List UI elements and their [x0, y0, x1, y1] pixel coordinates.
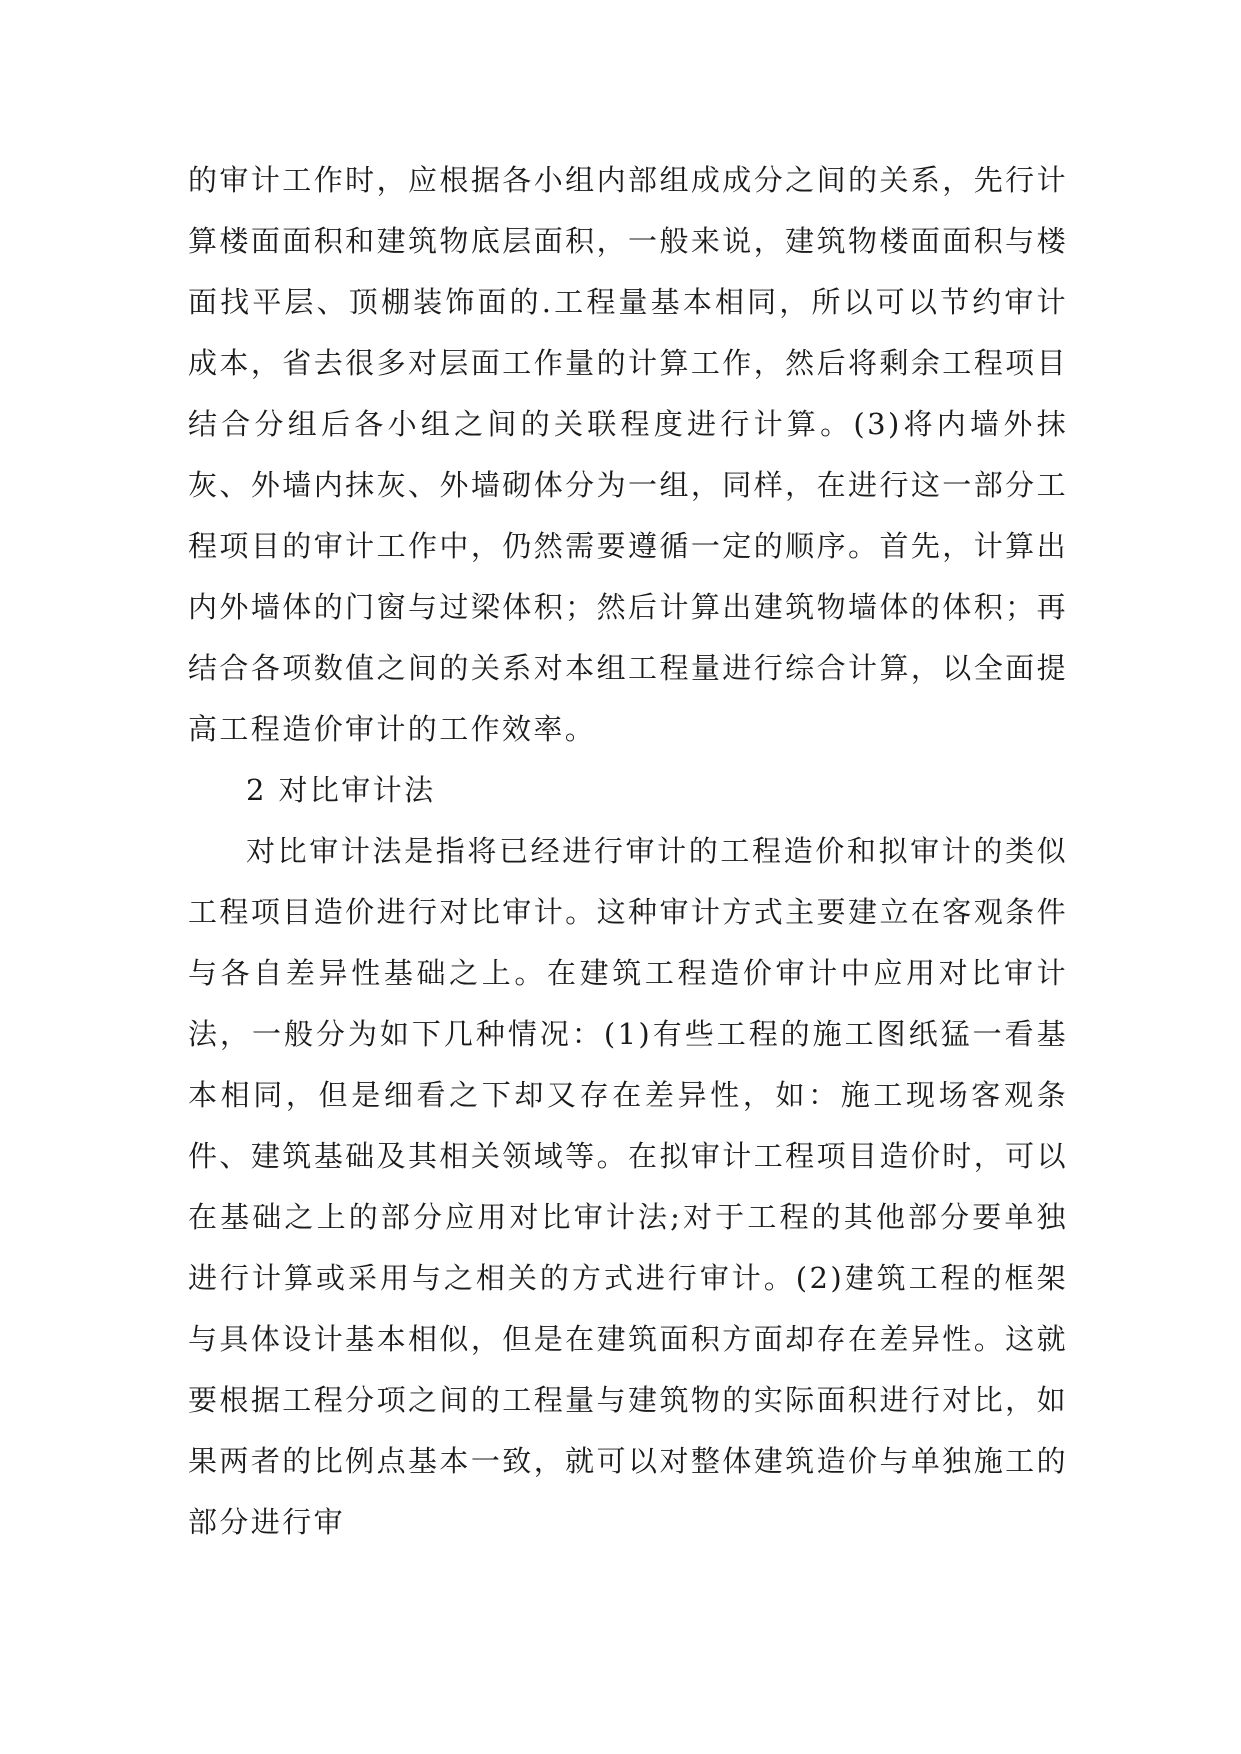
document-page	[188, 150, 1068, 1553]
body-paragraph: 对比审计法是指将已经进行审计的工程造价和拟审计的类似工程项目造价进行对比审计。这种审计方式主要建立在客观条件与各自差异性基础之上。在建筑工程造价审计中应用对比审计法，一般分为如下几种情况：(1)有些工程的施工图纸猛一看基本相同，但是细看之下却又存在差异性，如：施工现场客观条件、建筑基础及其相关领域等。在拟审计工程项目造价时，可以在基础之上的部分应用对比审计法;对于工程的其他部分要单独进行计算或采用与之相关的方式进行审计。(2)建筑工程的框架与具体设计基本相似，但是在建筑面积方面却存在差异性。这就要根据工程分项之间的工程量与建筑物的实际面积进行对比，如果两者的比例点基本一致，就可以对整体建筑造价与单独施工的部分进行审	[188, 834, 1068, 1539]
body-paragraph-continued: 的审计工作时，应根据各小组内部组成成分之间的关系，先行计算楼面面积和建筑物底层面积，一般来说，建筑物楼面面积与楼面找平层、顶棚装饰面的.工程量基本相同，所以可以节约审计成本，省去很多对层面工作量的计算工作，然后将剩余工程项目结合分组后各小组之间的关联程度进行计算。(3)将内墙外抹灰、外墙内抹灰、外墙砌体分为一组，同样，在进行这一部分工程项目的审计工作中，仍然需要遵循一定的顺序。首先，计算出内外墙体的门窗与过梁体积；然后计算出建筑物墙体的体积；再结合各项数值之间的关系对本组工程量进行综合计算，以全面提高工程造价审计的工作效率。	[188, 163, 1068, 746]
section-heading: 2 对比审计法	[246, 773, 436, 807]
